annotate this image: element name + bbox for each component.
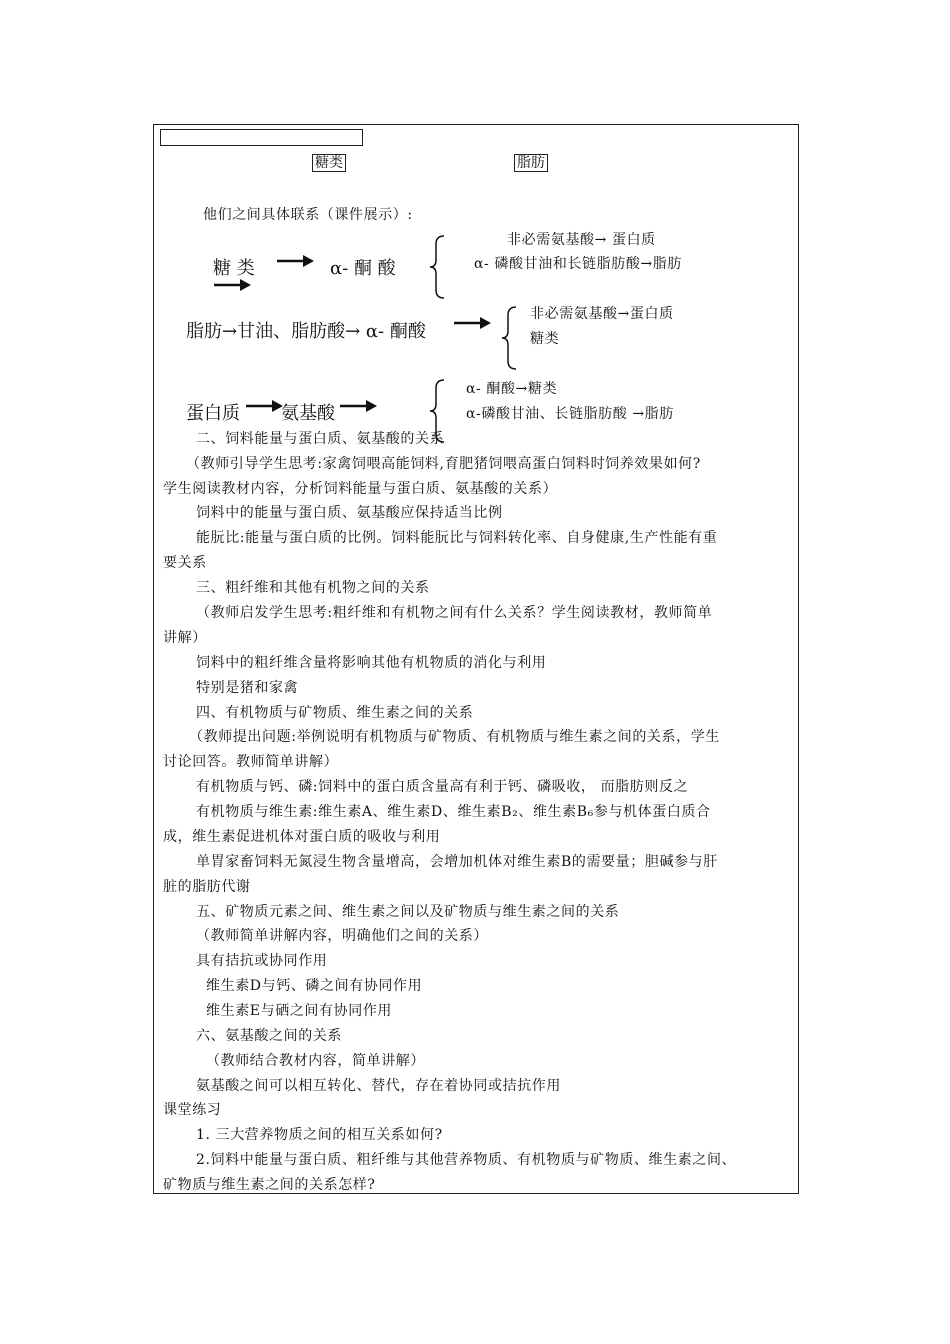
diagram-intro: 他们之间具体联系（课件展示）: (203, 207, 413, 223)
row2-source: 脂肪→甘油、脂肪酸→ α- 酮酸 (186, 321, 426, 342)
row1-source: 糖 类 (213, 258, 255, 279)
section4-title: 四、有机物质与矿物质、维生素之间的关系 (196, 705, 474, 721)
s4-p3b: 成，维生素促进机体对蛋白质的吸收与利用 (163, 829, 441, 845)
s5-p4: 维生素E与硒之间有协同作用 (206, 1003, 393, 1019)
practice-title: 课堂练习 (163, 1102, 222, 1118)
row2-branch2: 糖类 (530, 331, 560, 347)
s2-p3b: 要关系 (163, 555, 207, 571)
s2-p1a: （教师引导学生思考:家禽饲喂高能饲料,育肥猪饲喂高蛋白饲料时饲养效果如何? (186, 456, 701, 472)
top-blank-box (160, 129, 363, 146)
tag-fat: 脂肪 (514, 154, 548, 172)
section5-title: 五、矿物质元素之间、维生素之间以及矿物质与维生素之间的关系 (196, 904, 620, 920)
tag-sugar: 糖类 (312, 154, 346, 172)
s3-p2: 饲料中的粗纤维含量将影响其他有机物质的消化与利用 (196, 655, 547, 671)
s3-p3: 特别是猪和家禽 (196, 680, 299, 696)
s4-p4a: 单胃家畜饲料无氮浸生物含量增高，会增加机体对维生素B的需要量；胆碱参与肝 (196, 854, 718, 870)
row1-mid: α- 酮 酸 (330, 258, 396, 279)
question-1: 1. 三大营养物质之间的相互关系如何? (196, 1127, 443, 1143)
s4-p3a: 有机物质与维生素:维生素A、维生素D、维生素B₂、维生素B₆参与机体蛋白质合 (196, 804, 711, 820)
s4-p4b: 脏的脂肪代谢 (163, 879, 251, 895)
s4-p1a: （教师提出问题:举例说明有机物质与矿物质、有机物质与维生素之间的关系，学生 (189, 729, 720, 745)
row2-branch1: 非必需氨基酸→蛋白质 (530, 306, 674, 322)
s6-p2: 氨基酸之间可以相互转化、替代，存在着协同或拮抗作用 (196, 1078, 561, 1094)
section2-title: 二、饲料能量与蛋白质、氨基酸的关系 (196, 431, 445, 447)
s5-p3: 维生素D与钙、磷之间有协同作用 (206, 978, 423, 994)
row2-arrow-icon (452, 316, 492, 330)
row3-source: 蛋白质 (186, 403, 240, 424)
row1-arrow-b-icon (212, 278, 252, 292)
s2-p1b: 学生阅读教材内容，分析饲料能量与蛋白质、氨基酸的关系） (163, 481, 558, 497)
s4-p2: 有机物质与钙、磷:饲料中的蛋白质含量高有利于钙、磷吸收， 而脂肪则反之 (196, 779, 689, 795)
s4-p1b: 讨论回答。教师简单讲解） (163, 754, 339, 770)
s5-p1: （教师简单讲解内容，明确他们之间的关系） (196, 928, 488, 944)
row1-branch2: α- 磷酸甘油和长链脂肪酸→脂肪 (474, 256, 682, 272)
question-2a: 2.饲料中能量与蛋白质、粗纤维与其他营养物质、有机物质与矿物质、维生素之间、 (196, 1152, 737, 1168)
section3-title: 三、粗纤维和其他有机物之间的关系 (196, 580, 430, 596)
s2-p3a: 能朊比:能量与蛋白质的比例。饲料能朊比与饲料转化率、自身健康,生产性能有重 (196, 530, 718, 546)
s5-p2: 具有拮抗或协同作用 (196, 953, 328, 969)
row3-arrow-a-icon (244, 399, 284, 413)
row3-branch2: α-磷酸甘油、长链脂肪酸 →脂肪 (466, 406, 674, 422)
section6-title: 六、氨基酸之间的关系 (196, 1028, 342, 1044)
s6-p1: （教师结合教材内容，简单讲解） (206, 1053, 425, 1069)
row3-arrow-b-icon (338, 399, 378, 413)
s3-p1a: （教师启发学生思考:粗纤维和有机物之间有什么关系？学生阅读教材，教师简单 (196, 605, 713, 621)
row1-brace-icon (428, 234, 448, 300)
row3-mid: 氨基酸 (281, 403, 335, 424)
row3-branch1: α- 酮酸→糖类 (466, 381, 558, 397)
s2-p2: 饲料中的能量与蛋白质、氨基酸应保持适当比例 (196, 505, 503, 521)
row2-brace-icon (500, 305, 520, 371)
row1-arrow-a-icon (275, 254, 315, 268)
s3-p1b: 讲解） (163, 630, 207, 646)
question-2b: 矿物质与维生素之间的关系怎样? (163, 1177, 376, 1193)
row1-branch1: 非必需氨基酸→ 蛋白质 (507, 232, 656, 248)
